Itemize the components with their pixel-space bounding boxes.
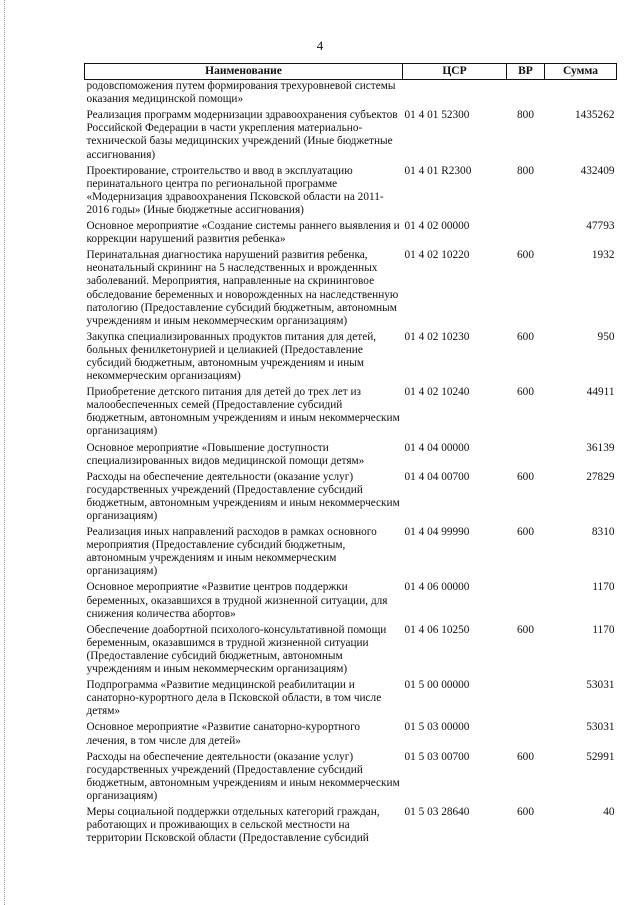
table-row — [85, 80, 617, 107]
row-vr — [507, 718, 545, 747]
row-name: Проектирование, строительство и ввод в эксплуатацию перинатального центра по региональной программе «Модернизация здравоохранения Псковской области на 2011-2016 годы» (Иные бюджетные ассигнования) — [86, 164, 384, 216]
row-vr — [507, 676, 545, 718]
table-row — [85, 718, 617, 747]
row-csr: 01 4 01 52300 — [404, 109, 470, 122]
row-sum: 8310 — [591, 526, 615, 539]
row-csr: 01 4 06 00000 — [404, 581, 470, 594]
table-row — [85, 383, 617, 438]
row-name: Перинатальная диагностика нарушений развития ребенка, неонатальный скрининг на 5 наследственных и врожденных заболеваний. Мероприятия, направленные на скрининговое обследование беременных и новорожденных на наследственную патологию (Предоставление субсидий бюджетным, автономным учреждениям и иным некоммерческим организациям) — [86, 249, 399, 327]
row-sum: 1932 — [591, 249, 615, 262]
row-vr: 600 — [517, 623, 534, 636]
row-sum: 52991 — [586, 750, 615, 763]
row-sum: 1435262 — [574, 109, 615, 122]
row-vr — [507, 217, 545, 246]
row-name: Основное мероприятие «Создание системы раннего выявления и коррекции нарушений развития ребенка» — [86, 220, 400, 246]
row-sum — [545, 80, 617, 107]
budget-table — [84, 63, 617, 845]
table-row — [85, 803, 617, 845]
row-vr: 600 — [517, 386, 534, 399]
row-csr: 01 4 02 10240 — [404, 386, 470, 399]
row-vr: 800 — [517, 164, 534, 177]
row-vr: 600 — [517, 526, 534, 539]
row-vr: 600 — [517, 750, 534, 763]
row-name: Обеспечение доабортной психолого-консультативной помощи беременным, оказавшимся в трудной жизненной ситуации (Предоставление субсидий бюджетным, автономным учреждениям и иным некоммерческим организациям) — [86, 623, 387, 676]
table-row — [85, 748, 617, 803]
row-csr: 01 5 03 00700 — [404, 750, 470, 763]
row-csr: 01 5 03 28640 — [404, 805, 470, 818]
row-sum: 432409 — [580, 164, 615, 177]
table-row — [85, 578, 617, 620]
row-vr: 600 — [517, 249, 534, 262]
table-row — [85, 523, 617, 578]
column-header-name: Наименование — [85, 64, 403, 80]
table-row — [85, 162, 617, 217]
row-vr — [507, 80, 545, 107]
column-header-csr: ЦСР — [403, 64, 507, 80]
row-sum: 27829 — [586, 470, 615, 483]
row-csr: 01 4 01 R2300 — [404, 164, 472, 177]
row-csr: 01 4 06 10250 — [404, 623, 470, 636]
row-csr: 01 5 03 00000 — [404, 721, 470, 734]
row-name: родовспоможения путем формирования трехуровневой системы оказания медицинской помощи» — [86, 80, 396, 106]
row-name: Расходы на обеспечение деятельности (оказание услуг) государственных учреждений (Предоставление субсидий бюджетным, автономным учреждениям и иным некоммерческим организациям) — [86, 470, 400, 522]
page-number: 4 — [316, 38, 324, 53]
row-sum: 36139 — [586, 441, 615, 454]
row-csr: 01 4 04 99990 — [404, 526, 470, 539]
row-name: Приобретение детского питания для детей до трех лет из малообеспеченных семей (Предоставление субсидий бюджетным, автономным учреждениям и иным некоммерческим организациям) — [86, 386, 400, 438]
row-csr — [403, 80, 507, 107]
row-csr: 01 4 04 00000 — [404, 441, 470, 454]
column-header-vr: ВР — [507, 64, 545, 80]
row-vr: 600 — [517, 330, 534, 343]
row-vr — [507, 439, 545, 468]
row-vr: 600 — [517, 470, 534, 483]
row-vr: 800 — [517, 109, 534, 122]
row-sum: 1170 — [592, 581, 615, 594]
table-row — [85, 246, 617, 328]
row-csr: 01 4 02 10230 — [404, 330, 470, 343]
table-row — [85, 676, 617, 718]
row-name: Реализация иных направлений расходов в рамках основного мероприятия (Предоставление субсидий бюджетным, автономным учреждениям и иным некоммерческим организациям) — [86, 526, 377, 578]
table-row — [85, 106, 617, 161]
row-name: Реализация программ модернизации здравоохранения субъектов Российской Федерации в части укрепления материально-технической базы медицинских учреждений (Иные бюджетные ассигнования) — [86, 109, 398, 161]
row-sum: 40 — [603, 805, 615, 818]
row-sum: 950 — [597, 330, 615, 343]
row-name: Основное мероприятие «Развитие санаторно-курортного лечения, в том числе для детей» — [86, 721, 361, 747]
row-vr — [507, 578, 545, 620]
row-vr: 600 — [517, 805, 534, 818]
table-row — [85, 621, 617, 676]
column-header-sum: Сумма — [545, 64, 617, 80]
page-binding-edge — [4, 0, 5, 905]
row-name: Подпрограмма «Развитие медицинской реабилитации и санаторно-курортного дела в Псковской области, в том числе детям» — [86, 679, 382, 718]
row-csr: 01 5 00 00000 — [404, 679, 470, 692]
row-csr: 01 4 02 10220 — [404, 249, 470, 262]
row-sum: 47793 — [586, 220, 615, 233]
row-csr: 01 4 04 00700 — [404, 470, 470, 483]
row-sum: 53031 — [586, 679, 615, 692]
row-name: Расходы на обеспечение деятельности (оказание услуг) государственных учреждений (Предоставление субсидий бюджетным, автономным учреждениям и иным некоммерческим организациям) — [86, 750, 400, 802]
table-row — [85, 328, 617, 383]
row-name: Меры социальной поддержки отдельных категорий граждан, работающих и проживающих в сельской местности на территории Псковской области (Предоставление субсидий — [86, 805, 380, 845]
row-name: Основное мероприятие «Развитие центров поддержки беременных, оказавшихся в трудной жизненной ситуации, для снижения количества абортов» — [86, 581, 388, 620]
table-row — [85, 439, 617, 468]
row-sum: 44911 — [586, 386, 615, 399]
row-sum: 53031 — [586, 721, 615, 734]
row-name: Закупка специализированных продуктов питания для детей, больных фенилкетонурией и целиакией (Предоставление субсидий бюджетным, автономным учреждениям и иным некоммерческим организациям) — [86, 330, 377, 383]
table-row — [85, 217, 617, 246]
row-sum: 1170 — [592, 623, 615, 636]
row-csr: 01 4 02 00000 — [404, 220, 470, 233]
table-row — [85, 468, 617, 523]
row-name: Основное мероприятие «Повышение доступности специализированных видов медицинской помощи детям» — [86, 441, 365, 467]
table-header-row — [85, 64, 617, 80]
